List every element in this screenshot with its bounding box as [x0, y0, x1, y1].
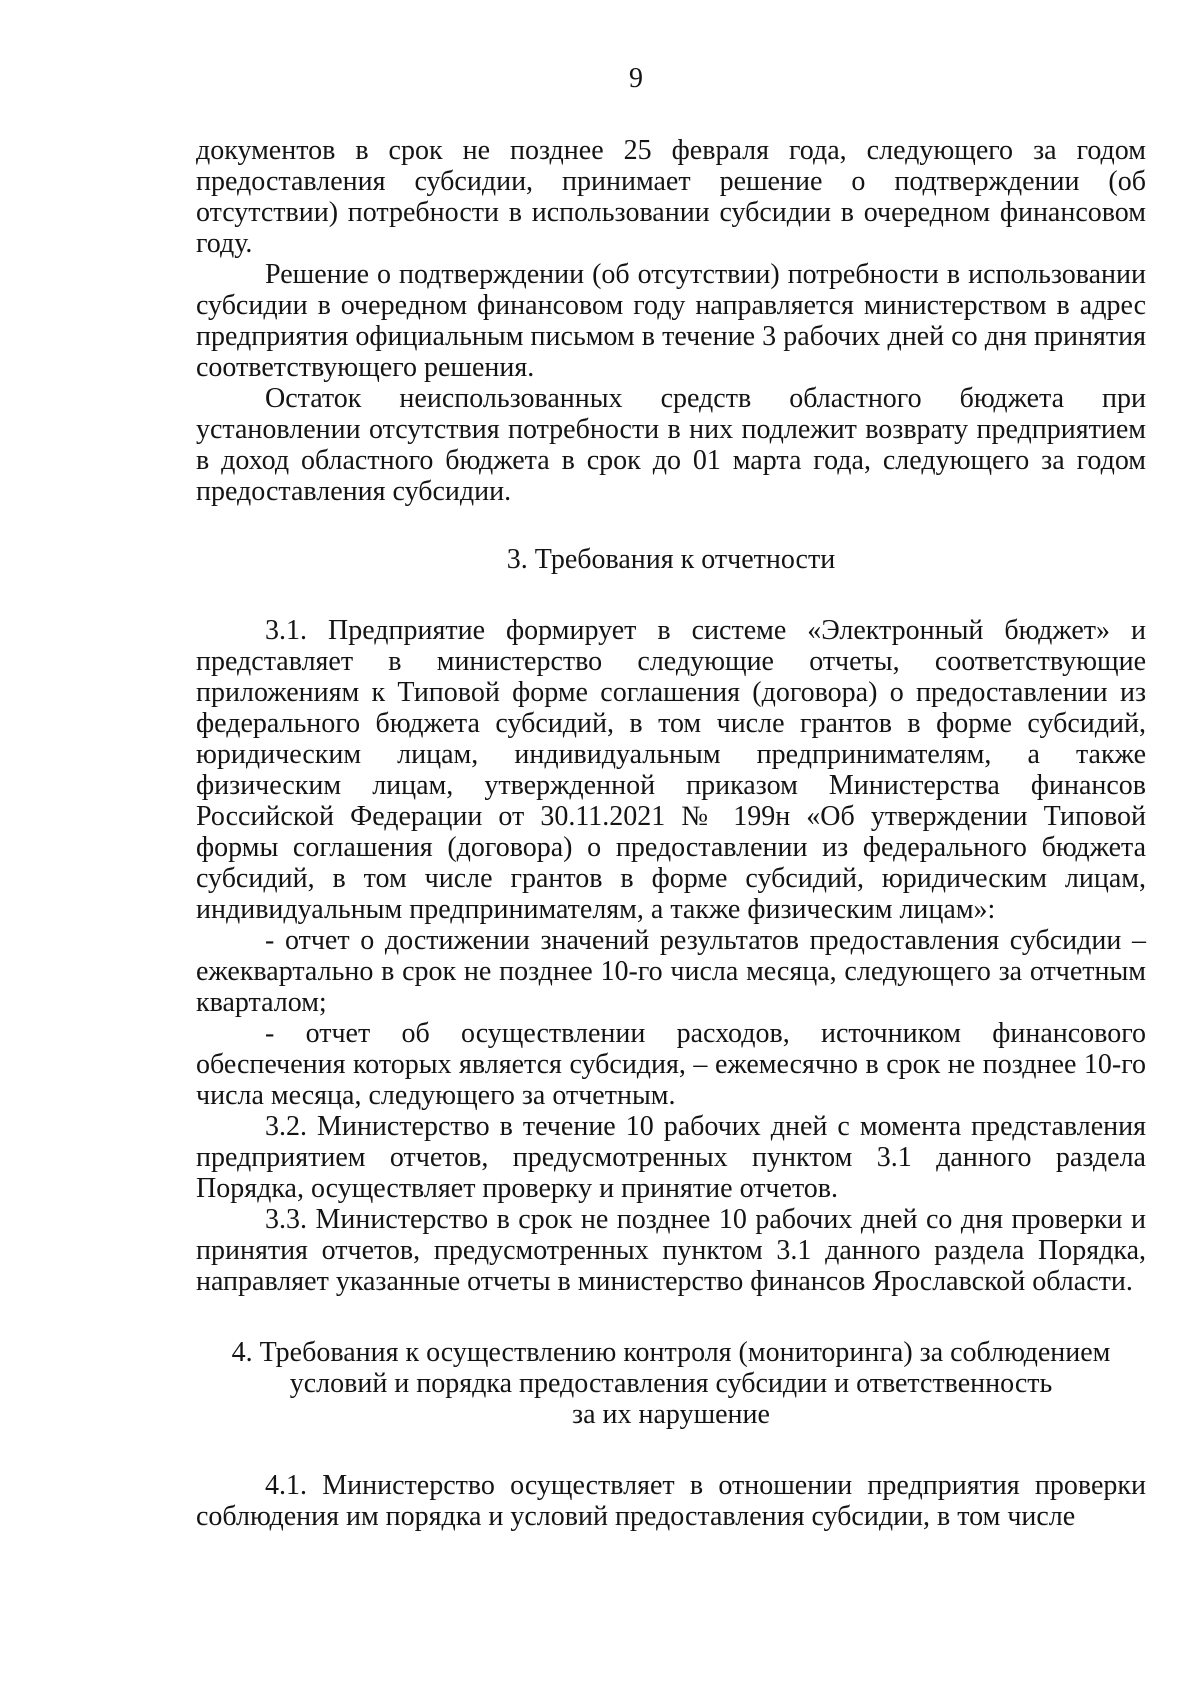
- paragraph-decision: Решение о подтверждении (об отсутствии) потребности в использовании субсидии в очередном финансовом году направляется министерством в адрес предприятия официальным письмом в течение 3 рабочих дней со дня принятия соответствующего решения.: [196, 259, 1146, 383]
- section-4-heading-line: условий и порядка предоставления субсидии и ответственность: [289, 1368, 1053, 1399]
- list-item-quarterly-report: - отчет о достижении значений результатов предоставления субсидии – ежеквартально в срок не позднее 10-го числа месяца, следующего за отчетным кварталом;: [196, 925, 1146, 1018]
- section-4-heading-line: 4. Требования к осуществлению контроля (мониторинга) за соблюдением: [231, 1337, 1111, 1368]
- section-3-heading: 3. Требования к отчетности: [506, 544, 836, 575]
- paragraph-3-3: 3.3. Министерство в срок не позднее 10 рабочих дней со дня проверки и принятия отчетов, предусмотренных пунктом 3.1 данного раздела Порядка, направляет указанные отчеты в министерство финансов Ярославской области.: [196, 1204, 1146, 1297]
- paragraph-continuation: документов в срок не позднее 25 февраля года, следующего за годом предоставления субсидии, принимает решение о подтверждении (об отсутствии) потребности в использовании субсидии в очередном финансовом году.: [196, 135, 1146, 259]
- document-body: [196, 135, 1146, 1532]
- paragraph-4-1: 4.1. Министерство осуществляет в отношении предприятия проверки соблюдения им порядка и условий предоставления субсидии, в том числе: [196, 1470, 1146, 1532]
- paragraph-remainder: Остаток неиспользованных средств областного бюджета при установлении отсутствия потребности в них подлежит возврату предприятием в доход областного бюджета в срок до 01 марта года, следующего за годом предоставления субсидии.: [196, 383, 1146, 507]
- section-4-heading-line: за их нарушение: [572, 1399, 770, 1430]
- section-4-heading: [196, 1337, 1146, 1430]
- paragraph-3-2: 3.2. Министерство в течение 10 рабочих дней с момента представления предприятием отчетов, предусмотренных пунктом 3.1 данного раздела Порядка, осуществляет проверку и принятие отчетов.: [196, 1111, 1146, 1204]
- list-item-monthly-report: - отчет об осуществлении расходов, источником финансового обеспечения которых является субсидия, – ежемесячно в срок не позднее 10-го числа месяца, следующего за отчетным.: [196, 1018, 1146, 1111]
- paragraph-3-1: 3.1. Предприятие формирует в системе «Электронный бюджет» и представляет в министерство следующие отчеты, соответствующие приложениям к Типовой форме соглашения (договора) о предоставлении из федерального бюджета субсидий, в том числе грантов в форме субсидий, юридическим лицам, индивидуальным предпринимателям, а также физическим лицам, утвержденной приказом Министерства финансов Российской Федерации от 30.11.2021 № 199н «Об утверждении Типовой формы соглашения (договора) о предоставлении из федерального бюджета субсидий, в том числе грантов в форме субсидий, юридическим лицам, индивидуальным предпринимателям, а также физическим лицам»:: [196, 615, 1146, 925]
- page-number: 9: [629, 63, 643, 94]
